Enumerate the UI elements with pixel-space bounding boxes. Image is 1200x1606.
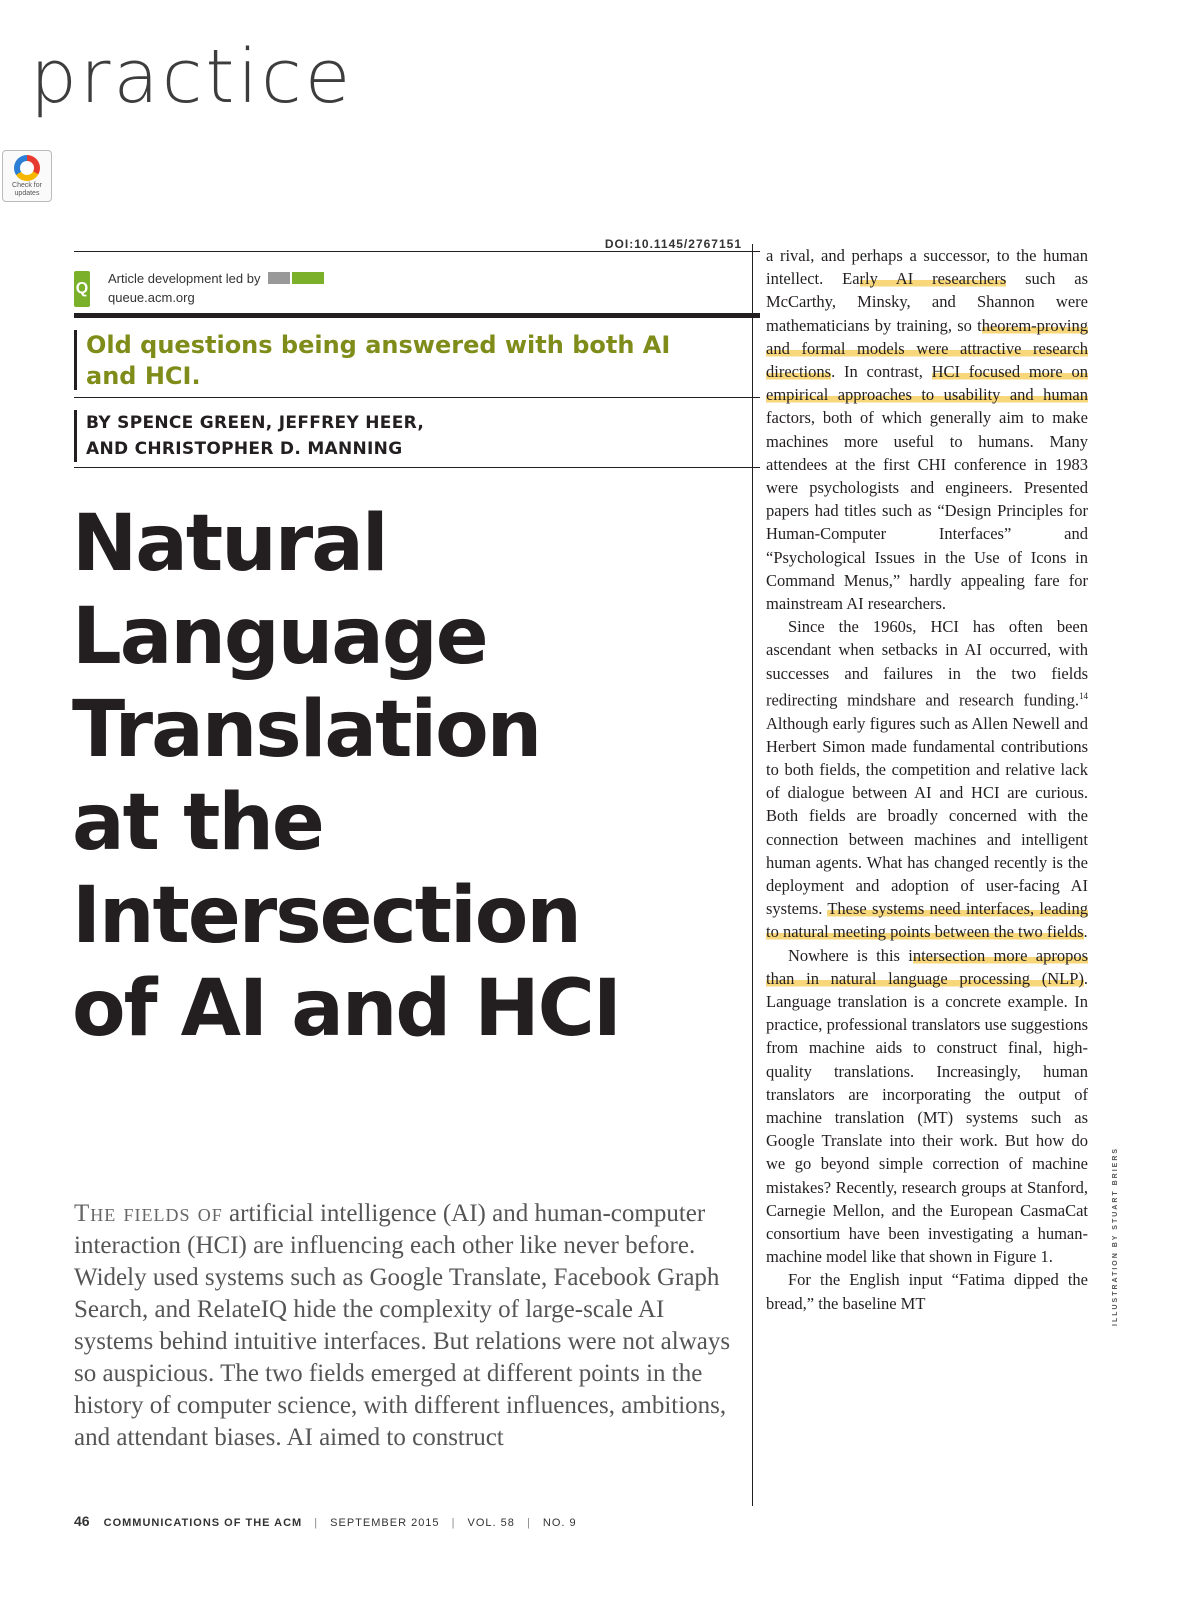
acm-queue-wordmark-icon [268,272,290,284]
highlight: ntersection more apropos than in natural language processing (NLP) [766,945,1088,988]
queue-url[interactable]: queue.acm.org [108,290,195,305]
text-run: Nowhere is this i [788,945,913,965]
development-credit [108,271,324,286]
credit-text: Article development led by [108,271,261,286]
publication-name: COMMUNICATIONS OF THE ACM [103,1517,303,1529]
badge-label: Check for updates [12,182,42,197]
check-for-updates-badge[interactable] [2,150,52,202]
top-rule [74,251,760,252]
highlight: heorem-proving and formal models were attractive research directions [766,315,1088,382]
page-number: 46 [74,1513,90,1529]
illustration-credit: ILLUSTRATION BY STUART BRIERS [1112,1146,1119,1326]
text-run: . Language translation is a concrete example. In practice, professional translators use suggestions from machine aids to construct final, high-quality translations. Increasingly, human translators are incorporating the output of machine translation (MT) systems such as Google Translate into their work. But how do we go beyond simple correction of machine mistakes? Recently, research groups at Stanford, Carnegie Mellon, and the European CasmaCat consortium have been investigating a human-machine model like that shown in Figure 1. [766,968,1088,1267]
body-paragraph [766,615,1088,943]
thick-rule [74,313,760,318]
lede-text: artificial intelligence (AI) and human-computer interaction (HCI) are influencing each other like never before. Widely used systems such as Google Translate, Facebook Graph Search, and RelateIQ hide the complexity of large-scale AI systems behind intuitive interfaces. But relations were not always so auspicious. The two fields emerged at different points in the history of computer science, with different influences, ambitions, and attendant biases. AI aimed to construct [74,1200,731,1451]
byline-rule [74,467,760,468]
citation-ref[interactable]: 14 [1079,690,1088,701]
byline-line-1: BY SPENCE GREEN, JEFFREY HEER, [86,413,425,433]
highlight: HCI focused more on empirical approaches to usability and human [766,362,1088,405]
queue-wordmark-icon [292,272,324,284]
lede-small-caps: The fields of [74,1200,223,1227]
title-line: Natural [72,499,387,589]
highlight: These systems need interfaces, leading to natural meeting points between the two fields [766,899,1088,942]
issue-number: NO. 9 [542,1517,577,1529]
body-paragraph [766,1268,1088,1314]
lede-paragraph [74,1198,744,1454]
title-line: Language [72,592,487,682]
footer-separator: | [451,1517,456,1529]
title-line: at the [72,778,323,868]
section-label: practice [30,34,354,120]
callout-quote: Old questions being answered with both AI and HCI. [86,331,671,390]
text-run: . In contrast, [831,362,932,382]
text-run: Since the 1960s, HCI has often been ascendant when setbacks in AI occurred, with successes and failures in the two fields redirecting mindshare and research funding. [766,617,1088,710]
callout-rule [74,397,760,398]
byline-line-2: AND CHRISTOPHER D. MANNING [86,439,403,459]
body-column [766,244,1088,1315]
text-run: For the English input “Fatima dipped the bread,” the baseline MT [766,1270,1088,1313]
body-paragraph [766,244,1088,615]
footer-separator: | [314,1517,319,1529]
queue-logo-icon: Q [74,271,90,307]
text-run: factors, both of which generally aim to make machines more useful to humans. Many attendees at the first CHI conference in 1983 were psychologists and engineers. Presented papers had titles such as “Design Principles for Human-Computer Interfaces” and “Psychological Issues in the Use of Icons in Command Menus,” hardly appealing fare for mainstream AI researchers. [766,408,1088,614]
callout-bar [74,330,77,390]
page-footer [74,1513,577,1529]
issue-date: SEPTEMBER 2015 [330,1517,440,1529]
footer-separator: | [526,1517,531,1529]
volume: VOL. 58 [467,1517,515,1529]
title-line: of AI and HCI [72,964,620,1054]
crossmark-icon [14,155,40,181]
byline-bar [74,410,77,462]
text-run: such as McCarthy, Minsky, and Shannon were mathematicians by training, so t [766,269,1088,335]
byline [86,410,726,462]
text-run: . [1083,922,1088,942]
highlight: rly AI researchers [859,269,1007,289]
text-run: a rival, and perhaps a successor, to the human intellect. Ea [766,246,1088,289]
title-line: Translation [72,685,541,775]
column-divider [752,244,753,1506]
body-paragraph [766,944,1088,1269]
text-run: Although early figures such as Allen Newell and Herbert Simon made fundamental contributions to both fields, the competition and relative lack of dialogue between AI and HCI are curious. Both fields are broadly concerned with the connection between machines and intelligent human agents. What has changed recently is the deployment and adoption of user-facing AI systems. [766,713,1088,919]
title-line: Intersection [72,871,580,961]
doi: DOI:10.1145/2767151 [604,237,742,251]
article-title [72,498,752,1056]
